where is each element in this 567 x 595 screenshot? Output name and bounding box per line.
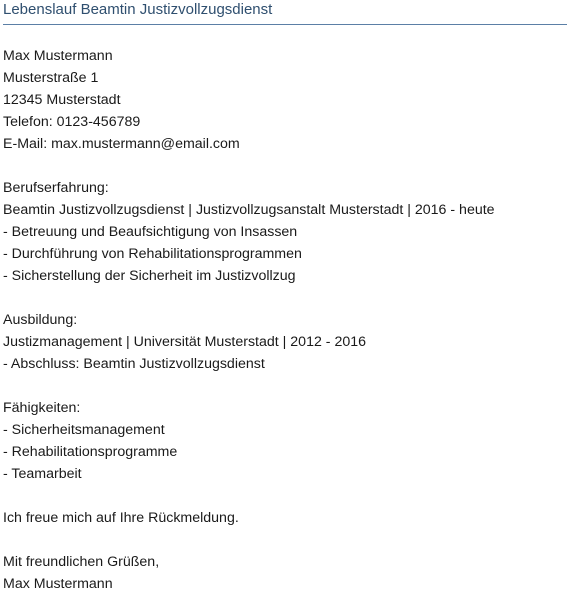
salutation: Mit freundlichen Grüßen, xyxy=(3,554,160,570)
education-heading: Ausbildung: xyxy=(3,312,78,328)
closing-note: Ich freue mich auf Ihre Rückmeldung. xyxy=(3,510,239,526)
contact-street: Musterstraße 1 xyxy=(3,70,99,86)
experience-section xyxy=(3,177,563,287)
contact-name: Max Mustermann xyxy=(3,48,113,64)
contact-city: 12345 Musterstadt xyxy=(3,92,121,108)
contact-email: E-Mail: max.mustermann@email.com xyxy=(3,136,240,152)
spacer xyxy=(3,287,563,309)
education-entry: Justizmanagement | Universität Musterstadt | 2012 - 2016 xyxy=(3,334,367,350)
education-section xyxy=(3,309,563,375)
list-item: - Sicherheitsmanagement xyxy=(3,422,165,438)
spacer xyxy=(3,485,563,507)
document-title: Lebenslauf Beamtin Justizvollzugsdienst xyxy=(3,1,273,18)
skills-section xyxy=(3,397,563,485)
experience-heading: Berufserfahrung: xyxy=(3,180,109,196)
signature-name: Max Mustermann xyxy=(3,576,113,592)
contact-phone: Telefon: 0123-456789 xyxy=(3,114,141,130)
experience-entry: Beamtin Justizvollzugsdienst | Justizvollzugsanstalt Musterstadt | 2016 - heute xyxy=(3,202,495,218)
list-item: - Durchführung von Rehabilitationsprogrammen xyxy=(3,246,302,262)
document-body xyxy=(3,45,563,595)
list-item: - Rehabilitationsprogramme xyxy=(3,444,178,460)
list-item: - Teamarbeit xyxy=(3,466,82,482)
contact-block xyxy=(3,45,563,155)
spacer xyxy=(3,529,563,551)
list-item: - Sicherstellung der Sicherheit im Justizvollzug xyxy=(3,268,296,284)
spacer xyxy=(3,375,563,397)
list-item: - Betreuung und Beaufsichtigung von Insassen xyxy=(3,224,298,240)
list-item: - Abschluss: Beamtin Justizvollzugsdienst xyxy=(3,356,265,372)
skills-heading: Fähigkeiten: xyxy=(3,400,81,416)
spacer xyxy=(3,155,563,177)
title-divider xyxy=(3,24,567,25)
